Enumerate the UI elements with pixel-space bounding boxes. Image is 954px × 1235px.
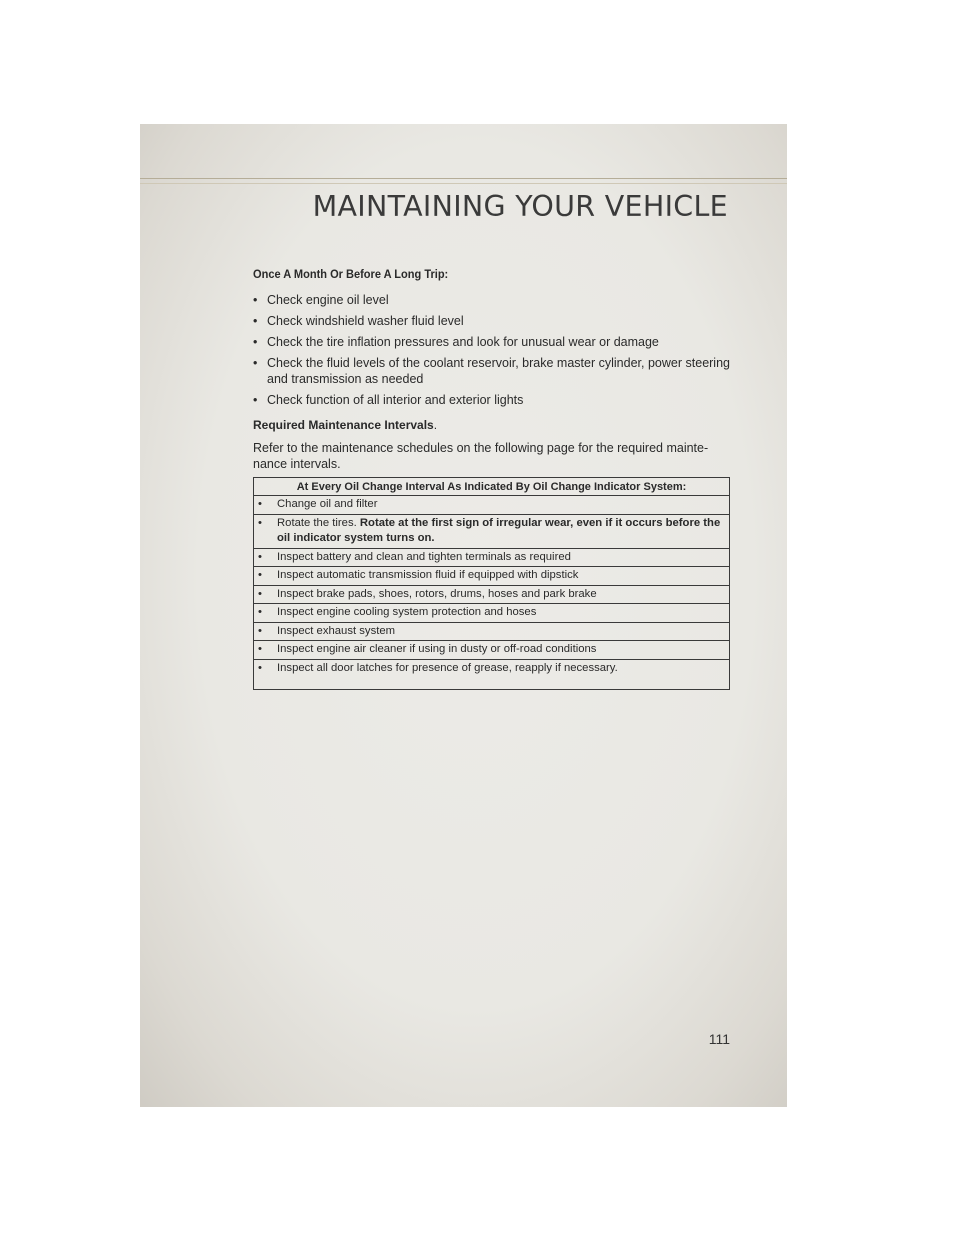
bullet: •: [258, 550, 262, 563]
table-cell: [254, 514, 730, 548]
table-row: [254, 585, 730, 604]
table-cell-text: Inspect exhaust system: [277, 624, 396, 637]
bullet: •: [253, 335, 258, 349]
table-row: [254, 641, 730, 660]
bullet: •: [258, 624, 262, 637]
table-row: [254, 514, 730, 548]
table-row: [254, 622, 730, 641]
table-cell-text: Inspect brake pads, shoes, rotors, drums, hoses and park brake: [277, 587, 597, 600]
table-cell: [254, 585, 730, 604]
intervals-intro: Refer to the maintenance schedules on the following page for the required mainte-nance intervals.: [253, 441, 709, 471]
list-item: [253, 355, 730, 387]
table-cell-text: Inspect all door latches for presence of grease, reapply if necessary.: [277, 661, 618, 674]
page-content: [253, 267, 730, 690]
table-body: [254, 496, 730, 690]
bullet: •: [258, 661, 262, 674]
bullet: •: [253, 393, 258, 407]
intervals-heading-suffix: .: [433, 418, 438, 432]
table-cell-text: Inspect automatic transmission fluid if equipped with dipstick: [277, 569, 579, 581]
table-header: At Every Oil Change Interval As Indicated By Oil Change Indicator System:: [254, 478, 730, 496]
list-item-text: Check windshield washer fluid level: [267, 314, 464, 328]
table-row: [254, 659, 730, 690]
header-rule: [140, 178, 787, 179]
table-row: [254, 567, 730, 586]
bullet: •: [258, 606, 262, 618]
intervals-heading-bold: Required Maintenance Intervals: [253, 418, 434, 432]
bullet: •: [258, 569, 262, 581]
bullet: •: [253, 314, 258, 328]
header-rule-secondary: [140, 183, 787, 184]
bullet: •: [258, 587, 262, 600]
table-row: [254, 496, 730, 515]
list-item: [253, 313, 730, 329]
list-item-text: Check engine oil level: [267, 293, 389, 307]
table-cell-text: Inspect engine air cleaner if using in dusty or off-road conditions: [277, 643, 597, 655]
table-cell: [254, 548, 730, 567]
table-cell-bold-text: Rotate at the first sign of irregular wear, even if it occurs before the oil indicator system turns on.: [277, 516, 721, 544]
manual-page: [140, 124, 787, 1107]
table-header-row: [254, 478, 730, 496]
bullet: •: [258, 516, 262, 529]
monthly-checklist: [253, 292, 730, 408]
page-title: MAINTAINING YOUR VEHICLE: [312, 190, 728, 223]
list-item-text: Check function of all interior and exterior lights: [267, 393, 524, 407]
table-cell: [254, 496, 730, 515]
table-cell: [254, 641, 730, 660]
maintenance-schedule-table: [253, 477, 730, 690]
table-cell-text: Inspect battery and clean and tighten terminals as required: [277, 550, 571, 563]
list-item: [253, 392, 730, 408]
monthly-heading: Once A Month Or Before A Long Trip:: [253, 267, 449, 281]
bullet: •: [258, 643, 262, 655]
table-cell: [254, 659, 730, 690]
page-number: 111: [708, 1031, 730, 1047]
list-item-text: Check the tire inflation pressures and look for unusual wear or damage: [267, 335, 659, 349]
table-cell: [254, 567, 730, 586]
bullet: •: [253, 356, 258, 370]
bullet: •: [253, 293, 258, 307]
list-item: [253, 292, 730, 308]
table-cell-text: Change oil and filter: [277, 498, 378, 510]
intervals-heading: [253, 418, 730, 432]
table-row: [254, 548, 730, 567]
table-cell: [254, 604, 730, 623]
bullet: •: [258, 498, 262, 510]
table-cell: [254, 622, 730, 641]
table-cell-text: Inspect engine cooling system protection and hoses: [277, 606, 537, 618]
list-item: [253, 334, 730, 350]
table-row: [254, 604, 730, 623]
table-cell-text: Rotate the tires.: [277, 516, 360, 529]
list-item-text: Check the fluid levels of the coolant reservoir, brake master cylinder, power steering and transmission as needed: [267, 356, 730, 386]
